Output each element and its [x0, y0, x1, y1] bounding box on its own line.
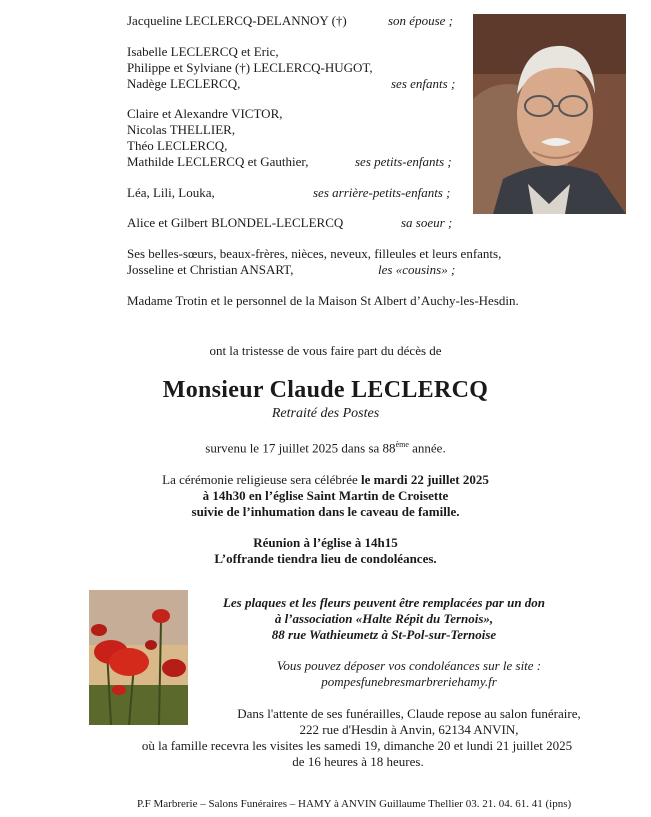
poppies-illustration [89, 590, 188, 725]
ceremony-date: le mardi 22 juillet 2025 [361, 472, 489, 487]
offering-line: L’offrande tiendra lieu de condoléances. [214, 551, 437, 566]
death-age-suffix: ème [395, 440, 409, 449]
donation-line: à l’association «Halte Répit du Ternois», [274, 611, 494, 626]
spouse-relation: son épouse ; [388, 13, 453, 28]
child-line: Philippe et Sylviane (†) LECLERCQ-HUGOT, [127, 60, 373, 75]
ceremony-line-1 [0, 472, 651, 488]
child-line: Nadège LECLERCQ, [127, 76, 241, 91]
ceremony-line-3: suivie de l’inhumation dans le caveau de famille. [191, 504, 460, 519]
donation-line: Les plaques et les fleurs peuvent être remplacées par un don [222, 595, 546, 610]
announcement-intro: ont la tristesse de vous faire part du décès de [209, 343, 442, 358]
spouse-name: Jacqueline LECLERCQ-DELANNOY (†) [127, 13, 347, 28]
grandchildren-relation: ses petits-enfants ; [355, 154, 452, 169]
donation-line: 88 rue Wathieumetz à St-Pol-sur-Ternoise [271, 627, 497, 642]
visitation-line: de 16 heures à 18 heures. [292, 754, 424, 769]
grandchild-line: Nicolas THELLIER, [127, 122, 236, 137]
inlaws-line: Ses belles-sœurs, beaux-frères, nièces, neveux, filleules et leurs enfants, [127, 246, 502, 261]
visitation-line: 222 rue d'Hesdin à Anvin, 62134 ANVIN, [299, 722, 519, 737]
deceased-name: Monsieur Claude LECLERCQ [162, 377, 489, 403]
great-grandchildren-relation: ses arrière-petits-enfants ; [313, 185, 451, 200]
inlaws-relation: les «cousins» ; [378, 262, 456, 277]
grandchild-line: Claire et Alexandre VICTOR, [127, 106, 283, 121]
death-date-line [0, 440, 651, 456]
child-line: Isabelle LECLERCQ et Eric, [127, 44, 279, 59]
death-date-text: survenu le 17 juillet 2025 dans sa 88 [205, 440, 396, 456]
inlaws-line: Josseline et Christian ANSART, [127, 262, 294, 277]
grandchild-line: Théo LECLERCQ, [127, 138, 228, 153]
sister-relation: sa soeur ; [401, 215, 453, 230]
grandchild-line: Mathilde LECLERCQ et Gauthier, [127, 154, 309, 169]
death-date-end: année. [408, 440, 446, 456]
meeting-line: Réunion à l’église à 14h15 [253, 535, 398, 550]
portrait-illustration [473, 14, 626, 214]
deceased-subtitle: Retraité des Postes [271, 406, 380, 421]
deceased-portrait [473, 14, 626, 214]
footer-funeral-home: P.F Marbrerie – Salons Funéraires – HAMY à ANVIN Guillaume Thellier 03. 21. 04. 61. 41 (ipns) [137, 798, 572, 810]
staff-line: Madame Trotin et le personnel de la Maison St Albert d’Auchy-les-Hesdin. [127, 293, 519, 308]
ceremony-line-2: à 14h30 en l’église Saint Martin de Croisette [202, 488, 449, 503]
visitation-line: Dans l'attente de ses funérailles, Claude repose au salon funéraire, [237, 706, 581, 721]
condolence-line: Vous pouvez déposer vos condoléances sur le site : [276, 658, 542, 673]
poppies-image [89, 590, 188, 725]
condolence-site-link[interactable]: pompesfunebresmarbreriehamy.fr [321, 674, 497, 689]
visitation-line: où la famille recevra les visites les samedi 19, dimanche 20 et lundi 21 juillet 2025 [141, 738, 573, 753]
ceremony-intro: La cérémonie religieuse sera célébrée [162, 472, 362, 487]
great-grandchildren-line: Léa, Lili, Louka, [127, 185, 215, 200]
children-relation: ses enfants ; [391, 76, 456, 91]
sister-line: Alice et Gilbert BLONDEL-LECLERCQ [127, 215, 344, 230]
